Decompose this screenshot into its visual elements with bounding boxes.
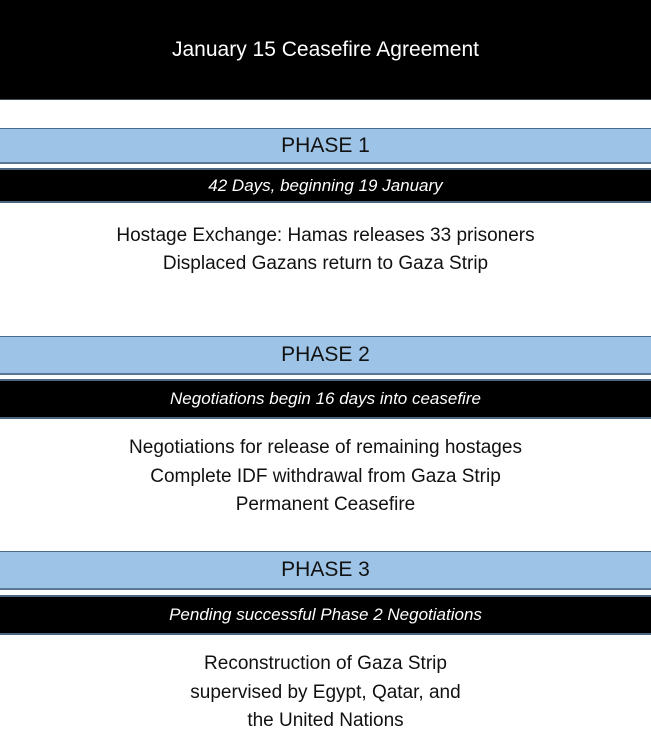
phase-3-item: supervised by Egypt, Qatar, and [190,681,461,703]
phase-3-item: the United Nations [247,710,404,732]
phase-3-subtitle-bar [0,595,651,635]
phase-3-subtitle: Pending successful Phase 2 Negotiations [169,605,482,624]
phase-1-details [0,219,651,281]
phase-3-item: Reconstruction of Gaza Strip [204,653,447,675]
page-title: January 15 Ceasefire Agreement [171,37,479,61]
phase-2-header [0,336,651,375]
phase-3-header [0,551,651,590]
phase-1-item: Hostage Exchange: Hamas releases 33 prisoners [116,224,535,246]
phase-2-item: Complete IDF withdrawal from Gaza Strip [150,465,501,487]
phase-3-label: PHASE 3 [281,558,370,581]
phase-1-subtitle: 42 Days, beginning 19 January [208,175,443,195]
phase-2-item: Negotiations for release of remaining hostages [129,437,522,459]
phase-2-item: Permanent Ceasefire [235,494,416,516]
phase-3-details [0,648,651,738]
phase-1-item: Displaced Gazans return to Gaza Strip [162,253,489,274]
phase-2-subtitle: Negotiations begin 16 days into ceasefire [170,389,481,408]
phase-1-label: PHASE 1 [281,133,370,157]
phase-1-subtitle-bar [0,168,651,203]
phase-2-subtitle-bar [0,379,651,419]
title-bar [0,0,651,100]
phase-1-header [0,128,651,164]
phase-2-label: PHASE 2 [281,343,370,366]
phase-2-details [0,432,651,522]
